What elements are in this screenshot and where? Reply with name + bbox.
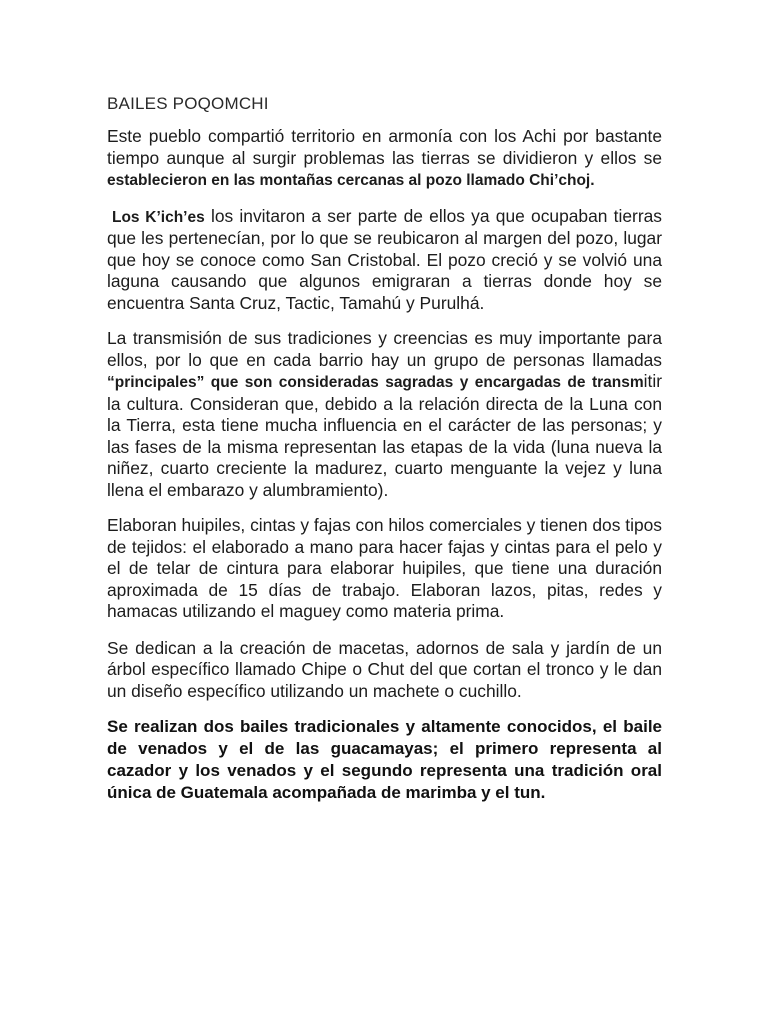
- paragraph-2-bold: Los K’ich’es: [112, 208, 205, 226]
- paragraph-3: [107, 328, 662, 501]
- paragraph-4: [107, 515, 662, 623]
- paragraph-6-text: Se realizan dos bailes tradicionales y altamente conocidos, el baile de venados y el de las guacamayas; el primero representa al cazador y los venados y el segundo representa una tradición oral única de Guatemala acompañada de marimba y el tun.: [107, 717, 662, 802]
- paragraph-1: [107, 126, 662, 192]
- paragraph-3-bold: “principales” que son consideradas sagradas y encargadas de transm: [107, 374, 644, 391]
- paragraph-1-text: Este pueblo compartió territorio en armonía con los Achi por bastante tiempo aunque al surgir problemas las tierras se dividieron y ellos se: [107, 126, 662, 168]
- paragraph-3-text-b: itir la cultura. Consideran que, debido a la relación directa de la Luna con la Tierra, esta tiene mucha influencia en el carácter de las personas; y las fases de la misma representan las etapas de la vida (luna nueva la niñez, cuarto creciente la madurez, cuarto menguante la vejez y luna llena el embarazo y alumbramiento).: [107, 371, 662, 500]
- paragraph-2: [107, 206, 662, 315]
- paragraph-2-text: los invitaron a ser parte de ellos ya que ocupaban tierras que les pertenecían, por lo que se reubicaron al margen del pozo, lugar que hoy se conoce como San Cristobal. El pozo creció y se volvió una laguna causando que algunos emigraran a tierras donde hoy se encuentra Santa Cruz, Tactic, Tamahú y Purulhá.: [107, 205, 662, 313]
- document-page: [107, 92, 662, 817]
- paragraph-5: [107, 638, 662, 703]
- document-title: BAILES POQOMCHI: [107, 94, 269, 113]
- paragraph-5-text: Se dedican a la creación de macetas, adornos de sala y jardín de un árbol específico llamado Chipe o Chut del que cortan el tronco y le dan un diseño específico utilizando un machete o cuchillo.: [107, 637, 662, 701]
- paragraph-1-bold: establecieron en las montañas cercanas al pozo llamado Chi’choj.: [107, 172, 595, 189]
- paragraph-3-text-a: La transmisión de sus tradiciones y creencias es muy importante para ellos, por lo que en cada barrio hay un grupo de personas llamadas: [107, 328, 662, 370]
- paragraph-4-text: Elaboran huipiles, cintas y fajas con hilos comerciales y tienen dos tipos de tejidos: el elaborado a mano para hacer fajas y cintas para el pelo y el de telar de cintura para elaborar huipiles, que tiene una duración aproximada de 15 días de trabajo. Elaboran lazos, pitas, redes y hamacas utilizando el maguey como materia prima.: [107, 515, 662, 621]
- paragraph-6: [107, 716, 662, 804]
